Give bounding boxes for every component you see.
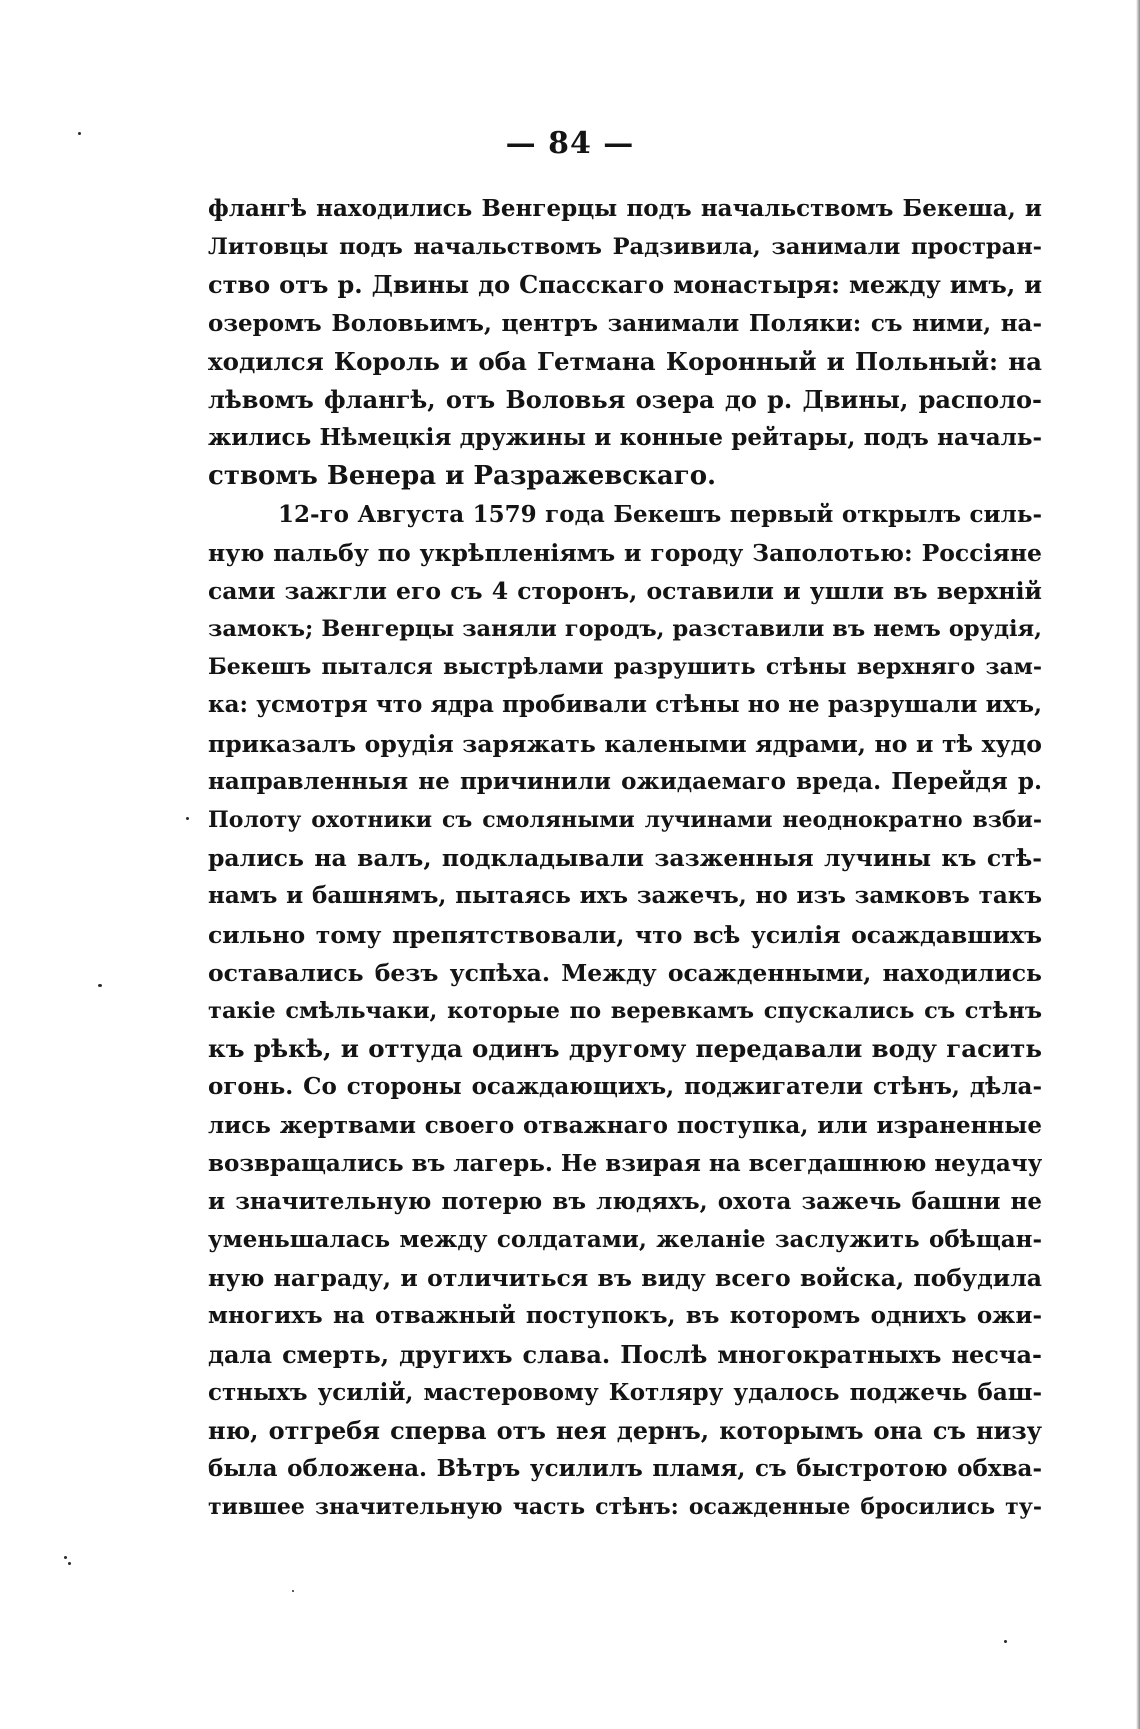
text-line: жились Нѣмецкія дружины и конные рейтары, подъ началь-: [208, 424, 1042, 452]
page-edge-shadow: [1136, 0, 1140, 1729]
body-text: [208, 190, 1042, 1527]
page-number: — 84 —: [505, 126, 635, 161]
print-speck: [64, 1556, 67, 1559]
text-line: ную награду, и отличиться въ виду всего войска, побудила: [208, 1264, 1042, 1293]
text-line: дала смерть, другихъ слава. Послѣ многократныхъ несча-: [208, 1339, 1042, 1369]
text-line: замокъ; Венгерцы заняли городъ, разставили въ немъ орудія,: [208, 616, 1042, 643]
text-line: приказалъ орудія заряжать калеными ядрами, но и тѣ худо: [208, 729, 1042, 758]
text-line: 12-го Августа 1579 года Бекешъ первый открылъ силь-: [278, 500, 1042, 528]
text-line: тившее значительную часть стѣнъ: осажденные бросились ту-: [208, 1494, 1042, 1521]
text-line: сильно тому препятствовали, что всѣ усилія осаждавшихъ: [208, 920, 1042, 949]
text-line: ню, отгребя сперва отъ нея дернъ, которымъ она съ низу: [208, 1416, 1042, 1445]
text-line: къ рѣкѣ, и оттуда одинъ другому передавали воду гасить: [208, 1034, 1042, 1064]
text-line: оставались безъ успѣха. Между осажденными, находились: [208, 958, 1042, 987]
text-line: сами зажгли его съ 4 сторонъ, оставили и ушли въ верхній: [208, 576, 1042, 605]
text-line: ходился Король и оба Гетмана Коронный и Польный: на: [208, 346, 1042, 376]
paragraph-2: [208, 496, 1042, 1527]
text-line: Литовцы подъ начальствомъ Радзивила, занимали простран-: [208, 234, 1042, 261]
text-line: такіе смѣльчаки, которые по веревкамъ спускались съ стѣнъ: [208, 997, 1042, 1024]
text-line: намъ и башнямъ, пытаясь ихъ зажечъ, но изъ замковъ такъ: [208, 882, 1042, 910]
print-speck: [292, 1590, 294, 1592]
print-speck: [68, 1562, 71, 1565]
text-line: уменьшалась между солдатами, желаніе заслужить обѣщан-: [208, 1226, 1042, 1254]
text-line: огонь. Со стороны осаждающихъ, поджигатели стѣнъ, дѣла-: [208, 1073, 1042, 1101]
text-line: и значительную потерю въ людяхъ, охота зажечь башни не: [208, 1187, 1042, 1215]
text-line: Полоту охотники съ смоляными лучинами неоднократно взби-: [208, 807, 1042, 833]
text-line: озеромъ Воловьимъ, центръ занимали Поляки: съ ними, на-: [208, 309, 1042, 337]
print-speck: [1004, 1640, 1007, 1643]
text-line: стныхъ усилій, мастеровому Котляру удалось поджечь баш-: [208, 1378, 1042, 1406]
text-line: была обложена. Вѣтръ усилилъ пламя, съ быстротою обхва-: [208, 1455, 1042, 1483]
text-line: направленныя не причинили ожидаемаго вреда. Перейдя р.: [208, 767, 1042, 795]
text-line: ную пальбу по укрѣпленіямъ и городу Заполотью: Россіяне: [208, 538, 1042, 567]
text-line: рались на валъ, подкладывали зазженныя лучины къ стѣ-: [208, 844, 1042, 873]
text-line: Бекешъ пытался выстрѣлами разрушить стѣны верхняго зам-: [208, 654, 1042, 681]
text-line: флангѣ находились Венгерцы подъ начальствомъ Бекеша, и: [208, 195, 1042, 222]
paragraph-1: [208, 190, 1042, 496]
text-line: возвращались въ лагерь. Не взирая на всегдашнюю неудачу: [208, 1149, 1042, 1177]
text-line: ствомъ Венера и Разражевскаго.: [208, 461, 717, 492]
text-line: ка: усмотря что ядра пробивали стѣны но не разрушали ихъ,: [208, 691, 1042, 719]
print-speck: [186, 817, 189, 820]
text-line: лѣвомъ флангѣ, отъ Воловья озера до р. Двины, располо-: [208, 384, 1042, 414]
text-line: многихъ на отважный поступокъ, въ которомъ однихъ ожи-: [208, 1302, 1042, 1330]
text-line: ство отъ р. Двины до Спасскаго монастыря: между имъ, и: [208, 270, 1042, 300]
text-line: лись жертвами своего отважнаго поступка, или израненные: [208, 1111, 1042, 1139]
print-speck: [98, 984, 102, 987]
